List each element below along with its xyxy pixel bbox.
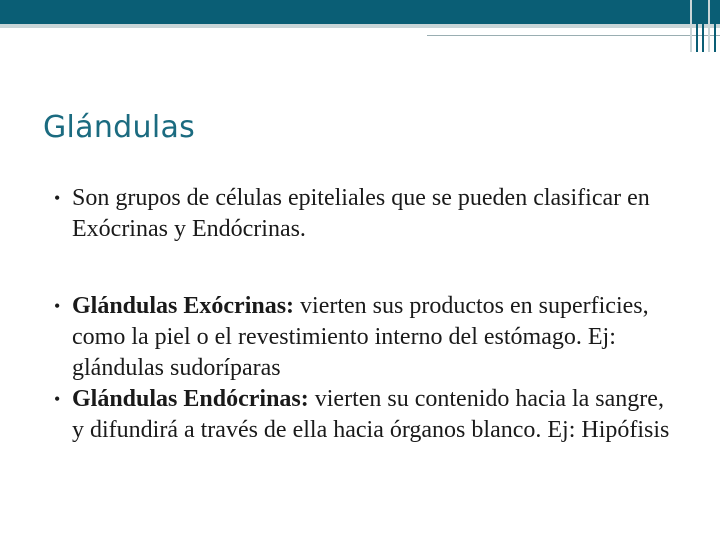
bullet-term: Glándulas Endócrinas:: [72, 386, 309, 412]
bullet-list: [54, 183, 674, 446]
list-item: [54, 183, 674, 245]
header-rule: [427, 35, 720, 36]
bullet-icon: •: [54, 296, 61, 316]
slide-title: Glándulas: [43, 110, 196, 145]
list-item: [54, 384, 674, 446]
header-bar: [0, 0, 720, 24]
bullet-icon: •: [54, 188, 61, 208]
bullet-text: vierten sus productos en superficies, como la piel o el revestimiento interno del estómago. Ej: glándulas sudoríparas: [72, 293, 649, 381]
header-accent-strip: [0, 24, 720, 28]
bullet-text: Son grupos de células epiteliales que se pueden clasificar en Exócrinas y Endócrinas.: [72, 185, 650, 242]
corner-stripes: [688, 0, 720, 52]
list-item: [54, 291, 674, 384]
bullet-term: Glándulas Exócrinas:: [72, 293, 295, 319]
bullet-icon: •: [54, 389, 61, 409]
bullet-text: vierten su contenido hacia la sangre, y difundirá a través de ella hacia órganos blanco. Ej: Hipófisis: [72, 386, 670, 443]
